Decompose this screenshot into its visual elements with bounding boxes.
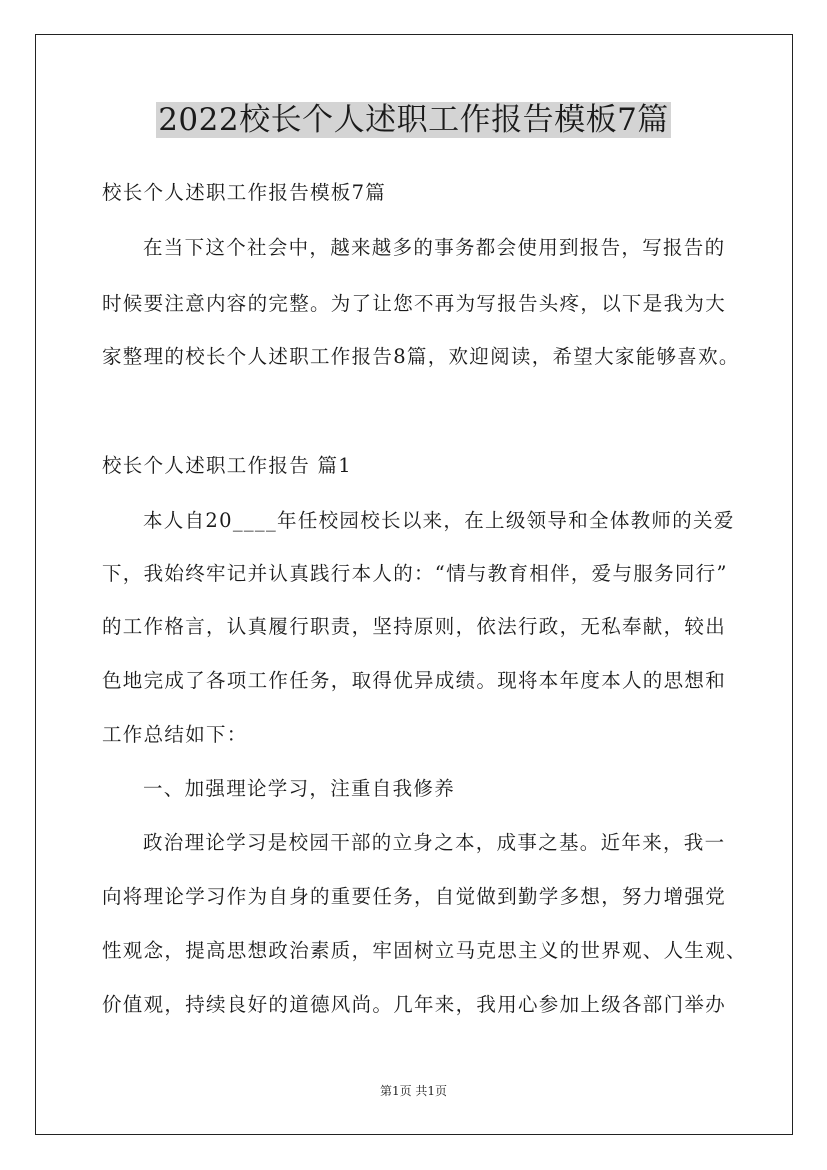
intro-line-2: 时候要注意内容的完整。为了让您不再为写报告头疼，以下是我为大	[102, 292, 727, 315]
subheading-1: 一、加强理论学习，注重自我修养	[143, 777, 456, 800]
section-heading: 校长个人述职工作报告 篇1	[102, 454, 353, 477]
document-title	[0, 100, 827, 145]
paragraph1-line-2: 下，我始终牢记并认真践行本人的：“情与教育相伴，爱与服务同行”	[102, 562, 728, 585]
paragraph1-line-3: 的工作格言，认真履行职责，坚持原则，依法行政，无私奉献，较出	[102, 615, 727, 638]
paragraph2-line-1: 政治理论学习是校园干部的立身之本，成事之基。近年来，我一	[143, 831, 726, 854]
paragraph1-line-4: 色地完成了各项工作任务，取得优异成绩。现将本年度本人的思想和	[102, 669, 727, 692]
document-subtitle: 校长个人述职工作报告模板7篇	[102, 181, 387, 204]
paragraph2-line-2: 向将理论学习作为自身的重要任务，自觉做到勤学多想，努力增强党	[102, 885, 727, 908]
intro-line-3: 家整理的校长个人述职工作报告8篇，欢迎阅读，希望大家能够喜欢。	[102, 345, 740, 368]
paragraph1-line-1: 本人自20____年任校园校长以来，在上级领导和全体教师的关爱	[143, 509, 735, 532]
paragraph2-line-4: 价值观，持续良好的道德风尚。几年来，我用心参加上级各部门举办	[102, 993, 727, 1016]
document-title-text: 2022校长个人述职工作报告模板7篇	[158, 102, 669, 138]
page-footer	[0, 1083, 827, 1099]
paragraph2-line-3: 性观念，提高思想政治素质，牢固树立马克思主义的世界观、人生观、	[102, 939, 747, 962]
intro-line-1: 在当下这个社会中，越来越多的事务都会使用到报告，写报告的	[143, 236, 726, 259]
page-number-label: 第1页 共1页	[379, 1084, 448, 1098]
paragraph1-line-5: 工作总结如下：	[102, 723, 248, 746]
